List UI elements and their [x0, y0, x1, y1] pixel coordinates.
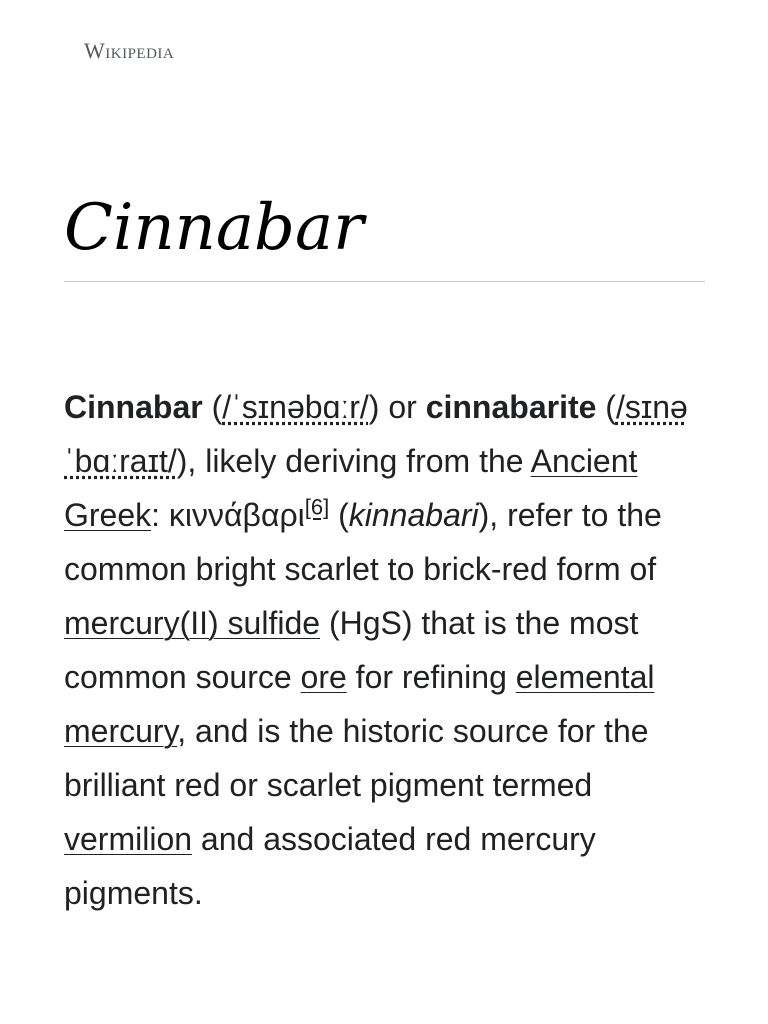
page-title: Cinnabar: [64, 191, 364, 265]
text-segment: (: [329, 497, 349, 533]
citation-superscript: [305, 494, 329, 519]
title-divider: [64, 281, 705, 282]
term-cinnabar: Cinnabar: [64, 389, 203, 425]
greek-word: : κιννάβαρι: [151, 497, 305, 533]
text-segment: ) or: [368, 389, 426, 425]
link-ancient-greek[interactable]: Ancient Greek: [64, 443, 638, 533]
link-elemental-mercury[interactable]: elemental mercury: [64, 659, 655, 749]
ipa-pronunciation-link-2[interactable]: /sɪnəˈbɑːraɪt/: [64, 389, 688, 479]
text-segment: (: [596, 389, 616, 425]
ipa-pronunciation-link[interactable]: /ˈsɪnəbɑːr/: [222, 389, 369, 425]
text-segment: , and is the historic source for the brilliant red or scarlet pigment termed: [64, 713, 649, 803]
transliteration: kinnabari: [348, 497, 479, 533]
wikipedia-wordmark[interactable]: Wikipedia: [84, 38, 175, 63]
text-segment: (HgS) that is the most common source: [64, 605, 639, 695]
link-mercury-sulfide[interactable]: mercury(II) sulfide: [64, 605, 321, 641]
text-segment: ), likely deriving from the: [176, 443, 531, 479]
lead-paragraph: [64, 380, 714, 920]
term-cinnabarite: cinnabarite: [425, 389, 597, 425]
text-segment: ), refer to the common bright scarlet to brick-red form of: [64, 497, 662, 587]
text-segment: for refining: [346, 659, 516, 695]
link-vermilion[interactable]: vermilion: [64, 821, 193, 857]
text-segment: and associated red mercury pigments.: [64, 821, 596, 911]
text-segment: (: [202, 389, 223, 425]
citation-link[interactable]: [6]: [304, 494, 330, 520]
link-ore[interactable]: ore: [300, 659, 347, 695]
